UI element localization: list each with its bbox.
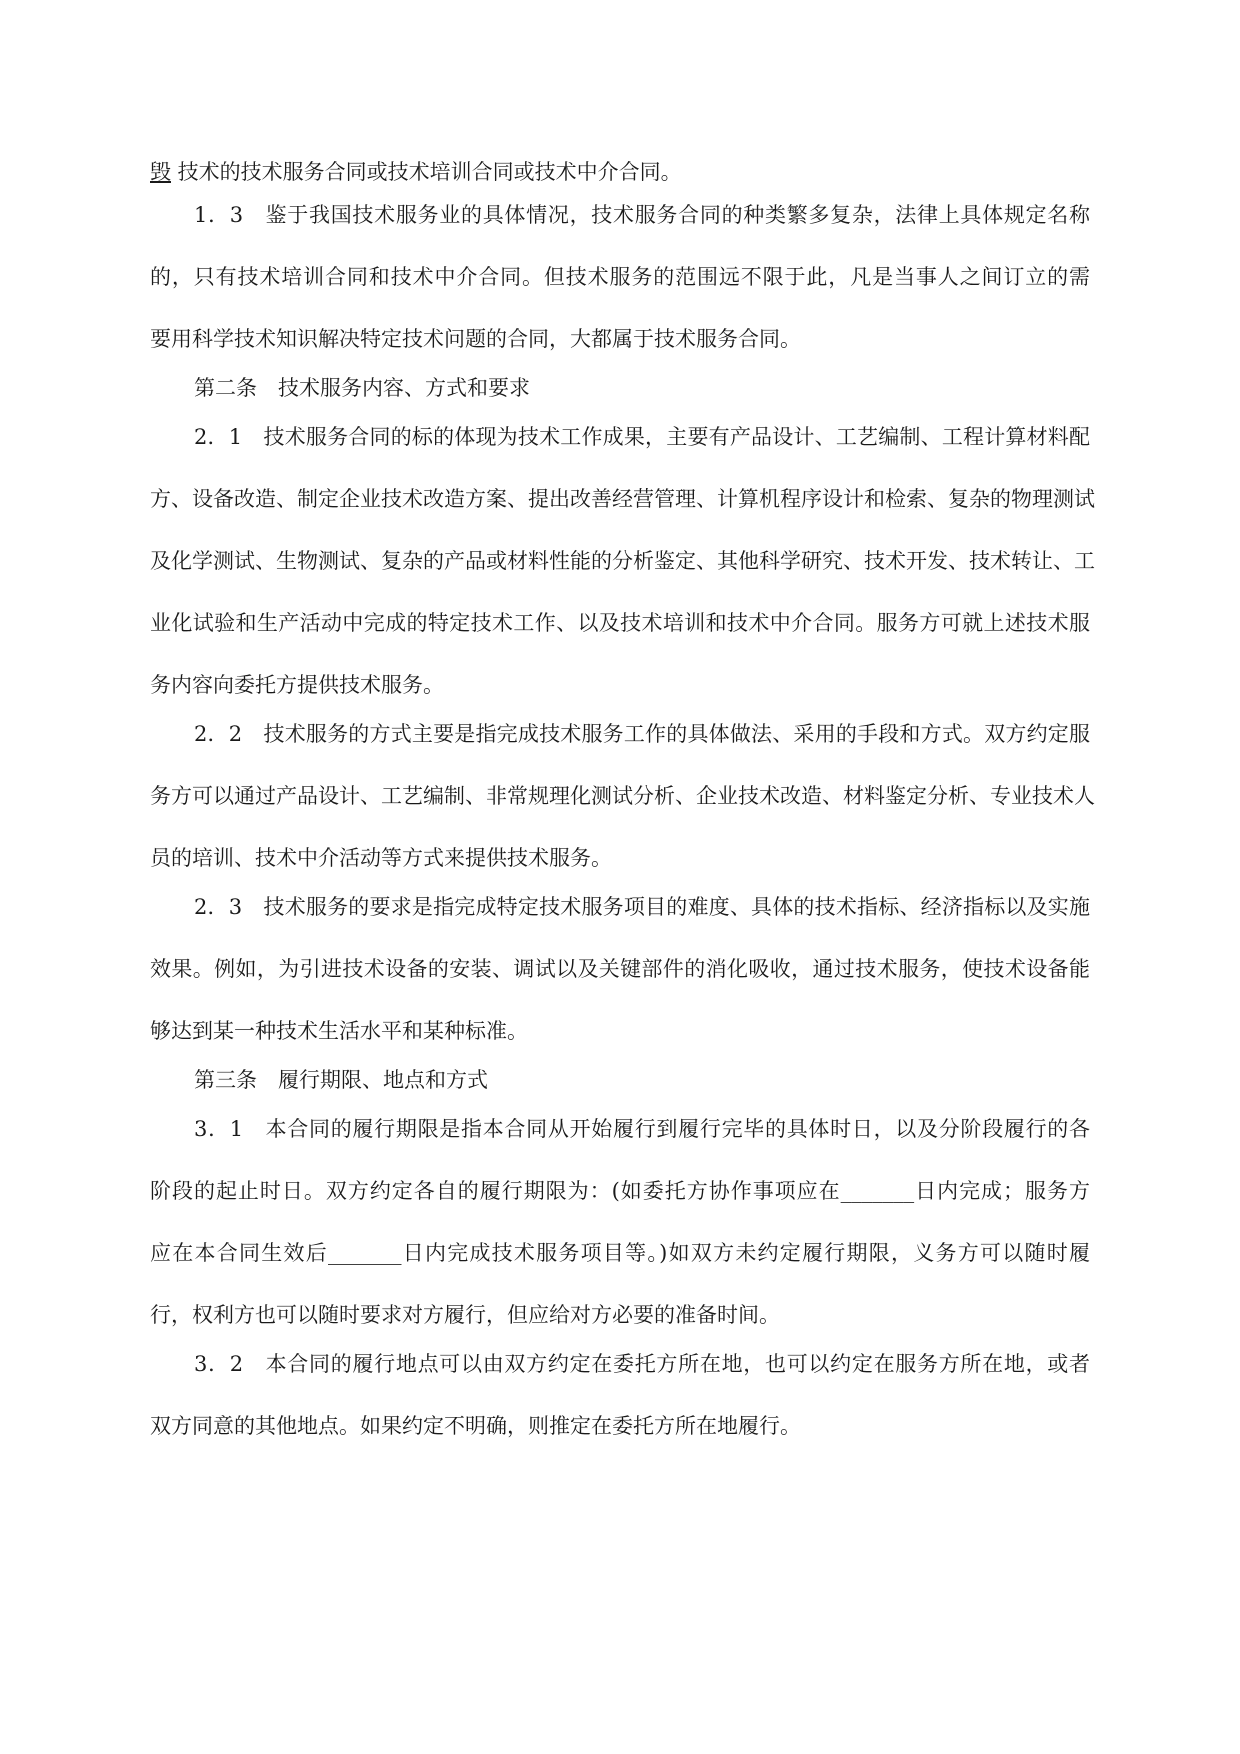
paragraph-2-1-line: 及化学测试、生物测试、复杂的产品或材料性能的分析鉴定、其他科学研究、技术开发、技术转让、工 xyxy=(150,549,1095,573)
underlined-word: 毁 xyxy=(150,160,171,184)
paragraph-2-2-line: 2．2 技术服务的方式主要是指完成技术服务工作的具体做法、采用的手段和方式。双方约定服 xyxy=(194,722,1090,746)
section-heading: 第三条 履行期限、地点和方式 xyxy=(194,1068,488,1092)
paragraph-2-1-line: 方、设备改造、制定企业技术改造方案、提出改善经营管理、计算机程序设计和检索、复杂的物理测试 xyxy=(150,487,1095,511)
paragraph-3-2-line: 双方同意的其他地点。如果约定不明确，则推定在委托方所在地履行。 xyxy=(150,1414,801,1438)
paragraph-3-1-line: 3．1 本合同的履行期限是指本合同从开始履行到履行完毕的具体时日，以及分阶段履行的各 xyxy=(194,1117,1090,1141)
paragraph-3-2-line: 3．2 本合同的履行地点可以由双方约定在委托方所在地，也可以约定在服务方所在地，或者 xyxy=(194,1352,1090,1376)
paragraph-1-3-line: 1．3 鉴于我国技术服务业的具体情况，技术服务合同的种类繁多复杂，法律上具体规定名称 xyxy=(194,203,1090,227)
paragraph-2-3-line: 2．3 技术服务的要求是指完成特定技术服务项目的难度、具体的技术指标、经济指标以及实施 xyxy=(194,895,1090,919)
paragraph-2-3-line: 效果。例如，为引进技术设备的安装、调试以及关键部件的消化吸收，通过技术服务，使技术设备能 xyxy=(150,957,1090,981)
paragraph-2-1-line: 业化试验和生产活动中完成的特定技术工作、以及技术培训和技术中介合同。服务方可就上述技术服 xyxy=(150,611,1090,635)
section-heading: 第二条 技术服务内容、方式和要求 xyxy=(194,376,530,400)
paragraph-2-2-line: 员的培训、技术中介活动等方式来提供技术服务。 xyxy=(150,846,612,870)
paragraph-2-1-line: 务内容向委托方提供技术服务。 xyxy=(150,673,444,697)
paragraph-2-1-line: 2．1 技术服务合同的标的体现为技术工作成果，主要有产品设计、工艺编制、工程计算材料配 xyxy=(194,425,1090,449)
paragraph-3-1-line: 行，权利方也可以随时要求对方履行，但应给对方必要的准备时间。 xyxy=(150,1303,780,1327)
paragraph-1-3-line: 要用科学技术知识解决特定技术问题的合同，大都属于技术服务合同。 xyxy=(150,327,801,351)
paragraph-3-1-line: 应在本合同生效后_______日内完成技术服务项目等。)如双方未约定履行期限，义务方可以随时履 xyxy=(150,1241,1090,1265)
paragraph-2-3-line: 够达到某一种技术生活水平和某种标准。 xyxy=(150,1019,528,1043)
paragraph-1-3-line: 的，只有技术培训合同和技术中介合同。但技术服务的范围远不限于此，凡是当事人之间订立的需 xyxy=(150,265,1090,289)
paragraph-2-2-line: 务方可以通过产品设计、工艺编制、非常规理化测试分析、企业技术改造、材料鉴定分析、专业技术人 xyxy=(150,784,1095,808)
text-line xyxy=(150,158,1090,186)
paragraph-3-1-line: 阶段的起止时日。双方约定各自的履行期限为：(如委托方协作事项应在_______日内完成；服务方 xyxy=(150,1179,1090,1203)
line-text: 技术的技术服务合同或技术培训合同或技术中介合同。 xyxy=(171,160,682,184)
